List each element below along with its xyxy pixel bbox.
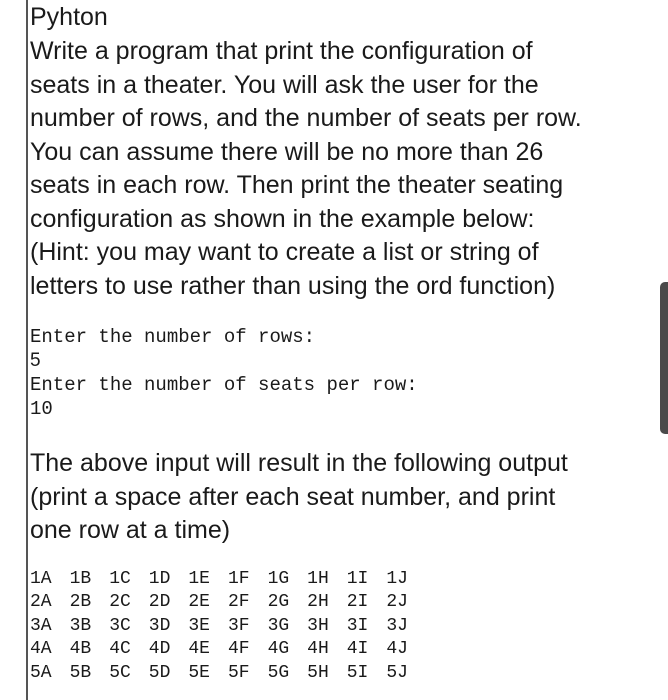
seat-label: 2F	[227, 592, 250, 613]
seating-row	[30, 662, 658, 686]
seat-label: 2H	[307, 592, 329, 613]
seat-label: 5D	[148, 662, 171, 683]
seat-label: 2I	[346, 592, 369, 613]
seat-label: 1A	[30, 568, 52, 589]
description-line: letters to use rather than using the ord function)	[30, 271, 556, 300]
seat-label: 3H	[307, 615, 329, 636]
seat-label: 2G	[267, 592, 290, 613]
seat-label: 5E	[188, 662, 210, 683]
seat-label: 5J	[386, 662, 408, 683]
seat-label: 5C	[109, 662, 131, 683]
seat-label: 2J	[386, 592, 408, 613]
seat-label: 5G	[267, 662, 290, 683]
output-description-line: one row at a time)	[30, 516, 231, 544]
seat-label: 1E	[188, 568, 210, 589]
example-input-block	[30, 325, 658, 421]
output-description-line: (print a space after each seat number, and print	[30, 482, 556, 511]
seat-label: 1H	[307, 568, 329, 589]
seat-label: 4E	[188, 639, 210, 660]
seat-label: 1G	[267, 568, 290, 589]
problem-description	[30, 35, 658, 303]
seat-label: 3A	[30, 615, 52, 636]
seat-label: 5A	[30, 662, 52, 683]
seat-label: 2B	[69, 592, 92, 613]
seat-label: 3I	[346, 615, 369, 636]
seat-label: 3D	[148, 615, 171, 636]
page-title: Pyhton	[30, 3, 108, 31]
seat-label: 2A	[30, 592, 52, 613]
seat-label: 3J	[386, 615, 408, 636]
description-line: seats in each row. Then print the theater seating	[30, 171, 564, 199]
description-line: Write a program that print the configuration of	[30, 37, 533, 65]
rows-prompt: Enter the number of rows:	[30, 326, 316, 348]
seat-label: 4H	[307, 639, 329, 660]
seat-label: 4C	[109, 639, 131, 660]
seat-label: 3G	[267, 615, 290, 636]
seating-row	[30, 615, 658, 639]
seat-label: 1F	[227, 568, 250, 589]
seat-label: 4B	[69, 639, 92, 660]
seating-output	[30, 568, 658, 686]
seat-label: 3C	[109, 615, 131, 636]
seating-row	[30, 638, 658, 662]
seat-label: 4F	[227, 639, 250, 660]
description-line: (Hint: you may want to create a list or string of	[30, 238, 539, 266]
description-line: configuration as shown in the example below:	[30, 204, 535, 233]
seat-label: 2D	[148, 592, 171, 613]
output-description-line: The above input will result in the following output	[30, 449, 568, 477]
seat-label: 1D	[148, 568, 171, 589]
seat-label: 5F	[227, 662, 250, 683]
seat-label: 1C	[109, 568, 131, 589]
seat-label: 3F	[227, 615, 250, 636]
document-page	[26, 0, 658, 700]
seat-label: 4G	[267, 639, 290, 660]
description-line: seats in a theater. You will ask the user for the	[30, 70, 539, 99]
seat-label: 4A	[30, 639, 52, 660]
seat-label: 1I	[346, 568, 369, 589]
seat-label: 1J	[386, 568, 408, 589]
seat-label: 5I	[346, 662, 369, 683]
seat-label: 5H	[307, 662, 329, 683]
seat-label: 4D	[148, 639, 171, 660]
seat-label: 4J	[386, 639, 408, 660]
description-line: number of rows, and the number of seats per row.	[30, 104, 582, 132]
seat-label: 2E	[188, 592, 210, 613]
description-line: You can assume there will be no more than 26	[30, 137, 544, 166]
seats-prompt: Enter the number of seats per row:	[30, 374, 418, 396]
seating-row	[30, 568, 658, 592]
seat-label: 3B	[69, 615, 92, 636]
seat-label: 2C	[109, 592, 131, 613]
seat-label: 4I	[346, 639, 369, 660]
seat-label: 5B	[69, 662, 92, 683]
seating-row	[30, 591, 658, 615]
rows-value: 5	[30, 350, 41, 371]
scrollbar[interactable]	[660, 282, 668, 434]
seat-label: 3E	[188, 615, 210, 636]
seat-label: 1B	[69, 568, 92, 589]
output-description	[30, 447, 658, 548]
seats-value: 10	[30, 398, 53, 420]
